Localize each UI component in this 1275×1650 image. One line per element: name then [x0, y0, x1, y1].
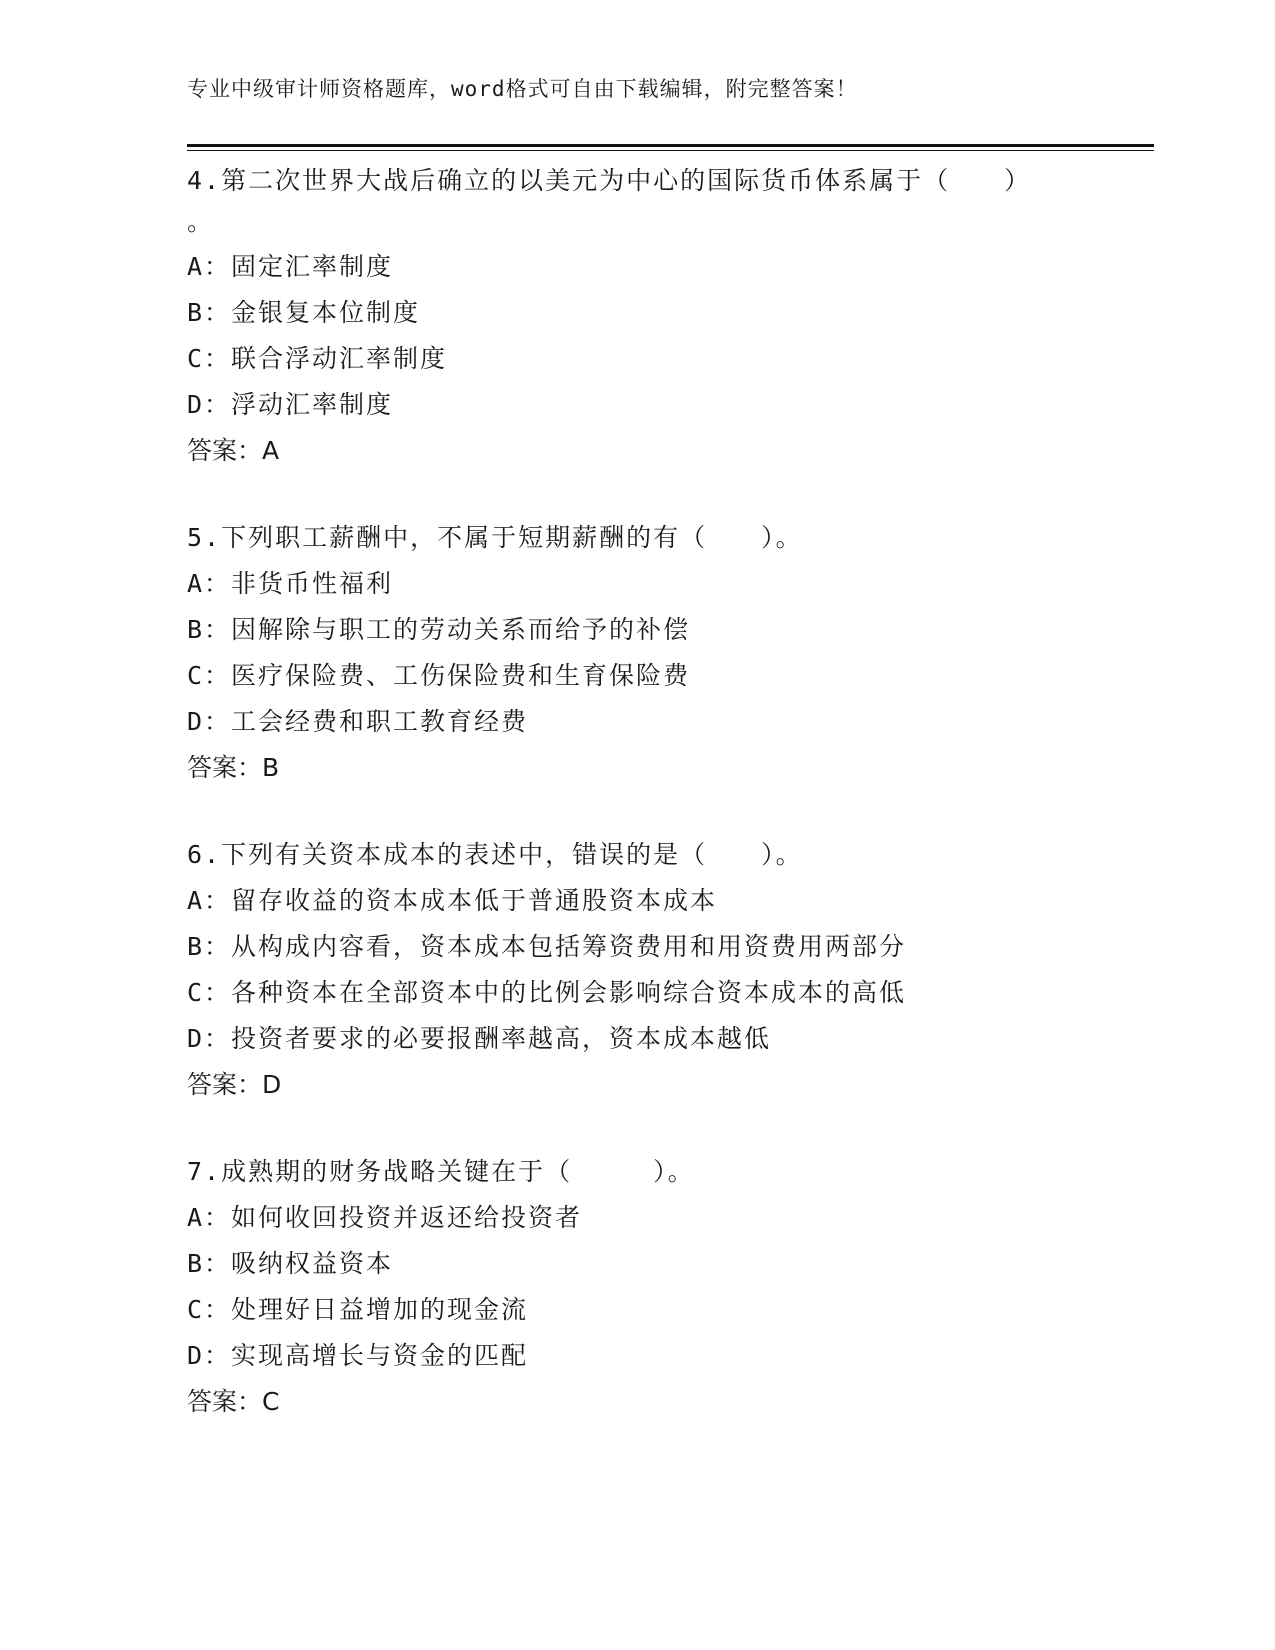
option-d: D：工会经费和职工教育经费: [187, 707, 529, 736]
option-c: C：处理好日益增加的现金流: [187, 1295, 529, 1324]
option-b: B：金银复本位制度: [187, 298, 421, 327]
option-a: A：留存收益的资本成本低于普通股资本成本: [187, 886, 718, 915]
answer: 答案：A: [187, 436, 280, 465]
option-b: B：因解除与职工的劳动关系而给予的补偿: [187, 615, 691, 644]
option-c: C：医疗保险费、工伤保险费和生育保险费: [187, 661, 691, 690]
option-a: A：非货币性福利: [187, 569, 394, 598]
answer: 答案：B: [187, 753, 280, 782]
answer: 答案：C: [187, 1387, 280, 1416]
page-header: 专业中级审计师资格题库，word格式可自由下载编辑，附完整答案！: [187, 77, 858, 101]
option-d: D：浮动汇率制度: [187, 390, 394, 419]
option-d: D：投资者要求的必要报酬率越高，资本成本越低: [187, 1024, 772, 1053]
header-rule-thick: [187, 144, 1154, 147]
option-c: C：联合浮动汇率制度: [187, 344, 448, 373]
option-a: A：如何收回投资并返还给投资者: [187, 1203, 583, 1232]
header-rule-thin: [187, 150, 1154, 151]
question-block: [187, 515, 1154, 791]
option-b: B：从构成内容看，资本成本包括筹资费用和用资费用两部分: [187, 932, 907, 961]
option-d: D：实现高增长与资金的匹配: [187, 1341, 529, 1370]
question-stem: 7.成熟期的财务战略关键在于（ ）。: [187, 1157, 695, 1186]
question-list: [187, 158, 1154, 1466]
option-b: B：吸纳权益资本: [187, 1249, 394, 1278]
question-block: [187, 1149, 1154, 1425]
question-stem: 4.第二次世界大战后确立的以美元为中心的国际货币体系属于（ ）: [187, 166, 1032, 195]
question-block: [187, 832, 1154, 1108]
question-stem-continuation: 。: [187, 207, 215, 236]
answer: 答案：D: [187, 1070, 282, 1099]
question-stem: 6.下列有关资本成本的表述中，错误的是（ ）。: [187, 840, 803, 869]
option-a: A：固定汇率制度: [187, 252, 394, 281]
question-block: [187, 158, 1154, 474]
option-c: C：各种资本在全部资本中的比例会影响综合资本成本的高低: [187, 978, 907, 1007]
question-stem: 5.下列职工薪酬中，不属于短期薪酬的有（ ）。: [187, 523, 803, 552]
